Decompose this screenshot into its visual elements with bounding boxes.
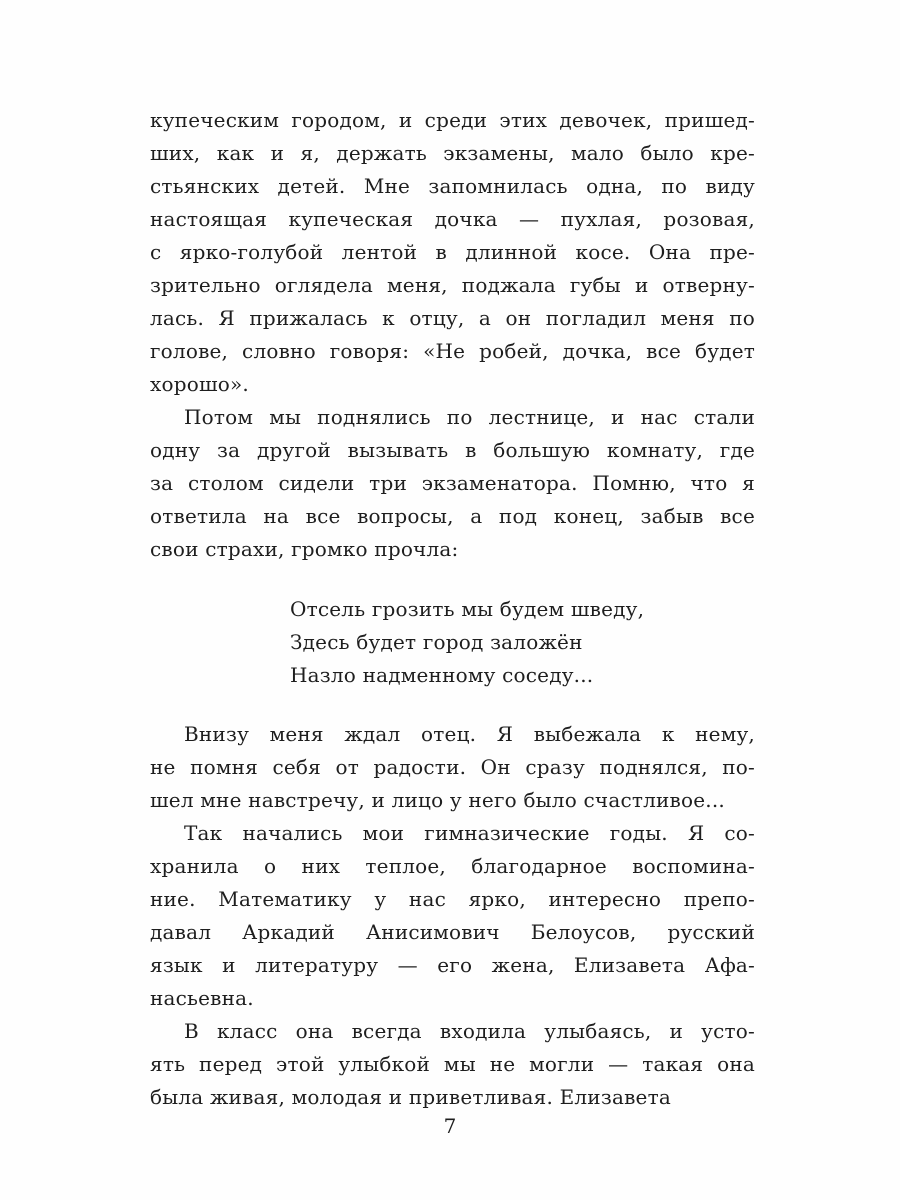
text-line: свои страхи, громко прочла: — [150, 537, 459, 561]
text-line: Потом мы поднялись по лестнице, и нас стали — [184, 405, 755, 429]
text-column — [150, 104, 755, 1114]
verse-line: Здесь будет город заложён — [290, 630, 583, 654]
page-number: 7 — [443, 1114, 457, 1138]
text-line: шел мне навстречу, и лицо у него было счастливое... — [150, 788, 725, 812]
verse-line: Назло надменному соседу... — [290, 663, 594, 687]
text-line: ответила на все вопросы, а под конец, забыв все — [150, 504, 755, 528]
text-line: насьевна. — [150, 986, 254, 1010]
paragraph — [150, 718, 755, 817]
paragraph — [150, 1015, 755, 1114]
text-line: зрительно оглядела меня, поджала губы и отверну- — [150, 273, 755, 297]
verse-line: Отсель грозить мы будем шведу, — [290, 597, 645, 621]
text-line: ние. Математику у нас ярко, интересно препо- — [150, 887, 755, 911]
text-line: хранила о них теплое, благодарное воспомина- — [150, 854, 755, 878]
text-line: Так начались мои гимназические годы. Я со- — [184, 821, 755, 845]
text-line: Внизу меня ждал отец. Я выбежала к нему, — [184, 722, 755, 746]
text-line: лась. Я прижалась к отцу, а он погладил меня по — [150, 306, 755, 330]
paragraph — [150, 104, 755, 401]
paragraph — [150, 401, 755, 566]
text-line: ших, как и я, держать экзамены, мало было кре- — [150, 141, 755, 165]
text-line: давал Аркадий Анисимович Белоусов, русский — [150, 920, 755, 944]
verse-block — [290, 593, 755, 692]
text-line: хорошо». — [150, 372, 249, 396]
text-line: стьянских детей. Мне запомнилась одна, по виду — [150, 174, 755, 198]
text-line: была живая, молодая и приветливая. Елизавета — [150, 1085, 671, 1109]
text-line: настоящая купеческая дочка — пухлая, розовая, — [150, 207, 755, 231]
text-line: голове, словно говоря: «Не робей, дочка, все будет — [150, 339, 755, 363]
text-line: не помня себя от радости. Он сразу поднялся, по- — [150, 755, 755, 779]
paragraph — [150, 817, 755, 1015]
text-line: язык и литературу — его жена, Елизавета Афа- — [150, 953, 755, 977]
text-line: с ярко-голубой лентой в длинной косе. Она пре- — [150, 240, 755, 264]
text-line: ять перед этой улыбкой мы не могли — такая она — [150, 1052, 755, 1076]
text-line: В класс она всегда входила улыбаясь, и усто- — [184, 1019, 755, 1043]
text-line: одну за другой вызывать в большую комнату, где — [150, 438, 755, 462]
text-line: купеческим городом, и среди этих девочек, пришед- — [150, 108, 755, 132]
text-line: за столом сидели три экзаменатора. Помню, что я — [150, 471, 755, 495]
